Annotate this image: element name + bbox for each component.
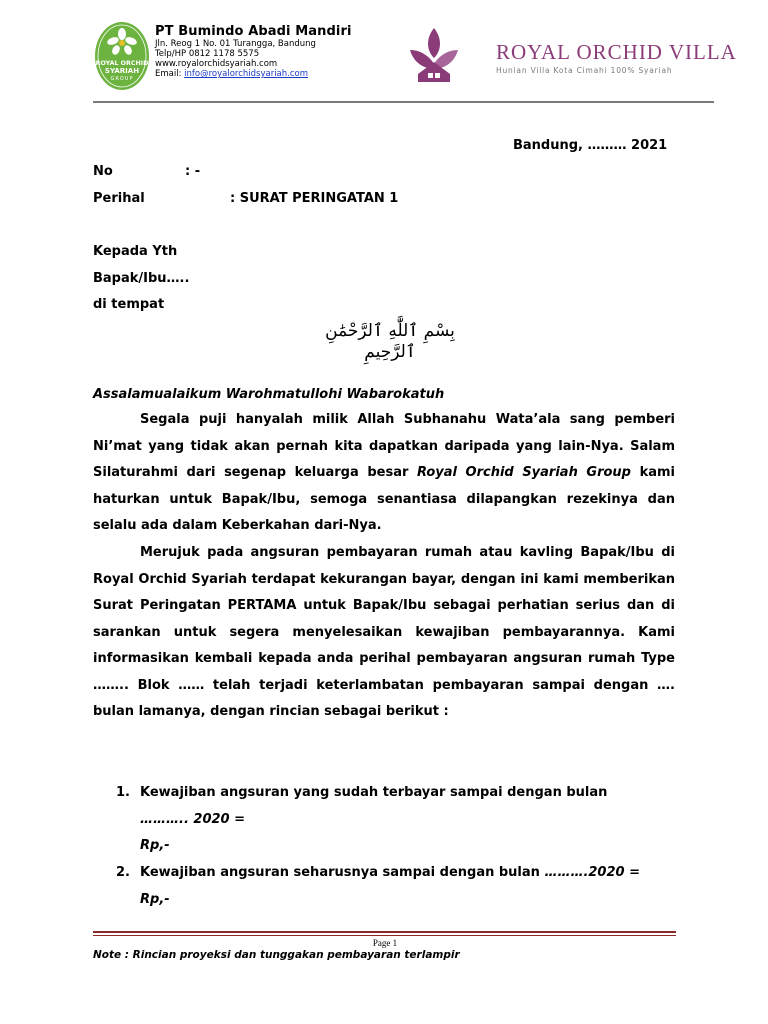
perihal-value: : SURAT PERINGATAN 1 <box>230 191 399 206</box>
list-item-2-amount: Rp,- <box>140 891 170 907</box>
perihal-label: Perihal <box>93 191 145 206</box>
paragraph-1-company: Royal Orchid Syariah Group <box>416 465 631 480</box>
company-name: PT Bumindo Abadi Mandiri <box>155 24 352 39</box>
header-divider <box>93 101 714 103</box>
list-item-1-text: Kewajiban angsuran yang sudah terbayar sampai dengan bulan <box>140 785 608 800</box>
list-item-2-text: Kewajiban angsuran seharusnya sampai dengan bulan <box>140 865 545 880</box>
brand-tagline: Hunian Villa Kota Cimahi 100% Syariah <box>496 66 673 75</box>
company-info <box>155 24 405 79</box>
royal-orchid-syariah-logo <box>94 21 150 91</box>
paragraph-2: Merujuk pada angsuran pembayaran rumah atau kavling Bapak/Ibu di Royal Orchid Syariah terdapat kekurangan bayar, dengan ini kami memberikan Surat Peringatan PERTAMA untuk Bapak/Ibu sebagai perhatian serius dan di sarankan untuk segera menyelesaikan kewajiban pembayarannya. Kami informasikan kembali kepada anda perihal pembayaran angsuran rumah Type …….. Blok …… telah terjadi keterlambatan pembayaran sampai dengan …. bulan lamanya, dengan rincian sebagai berikut : <box>93 545 675 719</box>
email-label: Email: <box>155 69 185 79</box>
list-item-1-number: 1. <box>116 785 130 800</box>
logo-text-2: SYARIAH <box>104 67 140 75</box>
list-item-1-period: ……….. 2020 = <box>140 811 246 827</box>
company-address: Jln. Reog 1 No. 01 Turangga, Bandung <box>155 39 316 49</box>
recipient-line-1: Kepada Yth <box>93 244 178 259</box>
no-value: : - <box>185 164 201 179</box>
list-item-2-row <box>140 860 675 887</box>
brand-title: ROYAL ORCHID VILLA <box>496 40 737 64</box>
footer-divider-thick <box>93 931 676 933</box>
paragraph-1-b: kami haturkan untuk Bapak/Ibu, semoga senantiasa dilapangkan rezekinya dan selalu ada dalam Keberkahan dari-Nya. <box>93 465 675 533</box>
royal-orchid-villa-logo-icon <box>406 24 491 86</box>
recipient-line-3: di tempat <box>93 297 165 312</box>
company-phone: Telp/HP 0812 1178 5575 <box>155 49 260 59</box>
logo-text-1: ROYAL ORCHID <box>95 60 149 67</box>
paragraph-1-a: Segala puji hanyalah milik Allah Subhanahu Wata’ala sang pemberi Ni’mat yang tidak akan pernah kita dapatkan daripada yang lain-Nya. Salam Silaturahmi dari segenap keluarga besar <box>93 412 675 480</box>
company-website: www.royalorchidsyariah.com <box>155 59 278 69</box>
list-item-2 <box>140 860 675 913</box>
logo-text-3: GROUP <box>110 76 134 82</box>
paragraph-1 <box>93 407 675 540</box>
footer-divider-thin <box>93 935 676 936</box>
footer-note: Note : Rincian proyeksi dan tunggakan pembayaran terlampir <box>93 949 460 961</box>
page-number: Page 1 <box>372 938 398 948</box>
letter-date: Bandung, ……… 2021 <box>513 138 668 153</box>
greeting: Assalamualaikum Warohmatullohi Wabarokatuh <box>93 387 445 402</box>
email-link[interactable]: info@royalorchidsyariah.com <box>184 69 309 79</box>
list-item-2-number: 2. <box>116 865 130 880</box>
list-item-1-amount: Rp,- <box>140 838 170 853</box>
no-label: No <box>93 164 113 179</box>
list-item-2-period: ……….2020 = <box>544 865 640 880</box>
company-email-row <box>155 69 405 79</box>
brand-block <box>496 40 737 75</box>
recipient-line-2: Bapak/Ibu….. <box>93 271 190 286</box>
list-item-1 <box>140 780 675 860</box>
basmalah: بِسْمِ ٱللَّٰهِ ٱلرَّحْمَٰنِ ٱلرَّحِيمِ <box>325 321 455 362</box>
